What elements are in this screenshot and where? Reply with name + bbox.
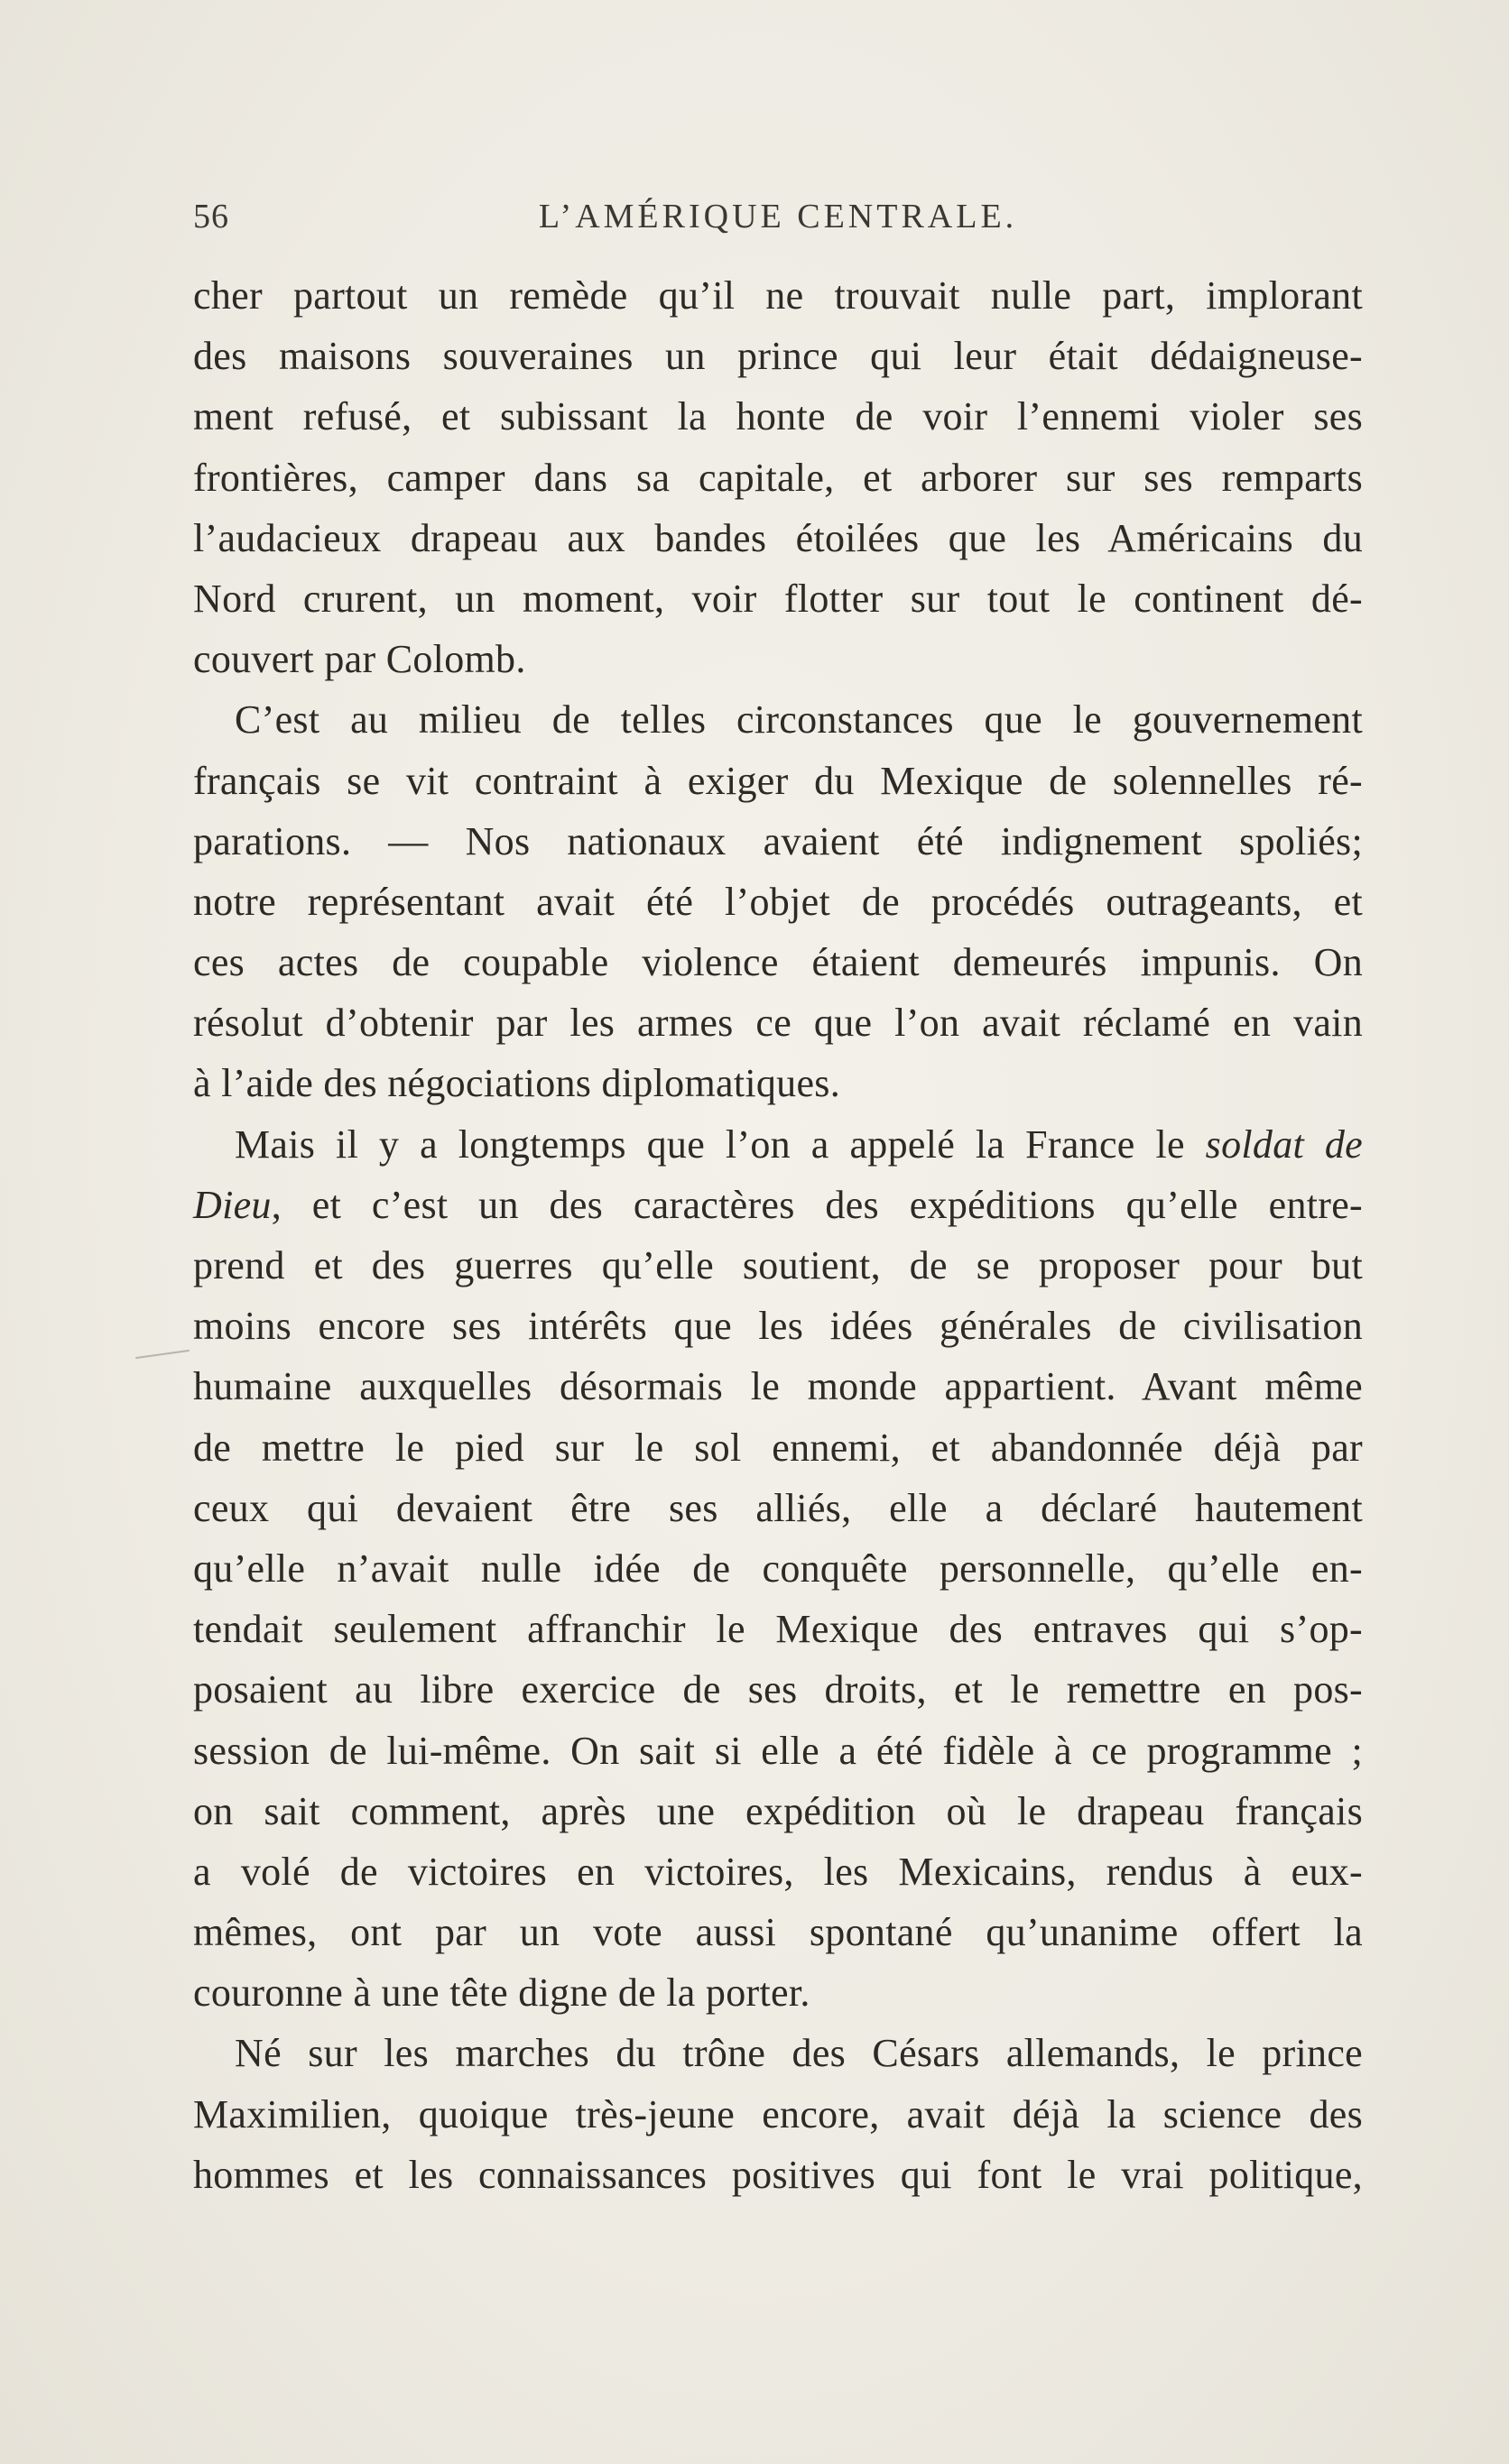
text-line: humaine auxquelles désormais le monde appartient. Avant même: [193, 1364, 1363, 1409]
text-line: prend et des guerres qu’elle soutient, de se proposer pour but: [193, 1243, 1363, 1287]
text-line: couvert par Colomb.: [193, 637, 526, 682]
paragraph: [193, 689, 1363, 1113]
text-line: français se vit contraint à exiger du Mexique de solennelles ré-: [193, 758, 1363, 803]
text-line: ment refusé, et subissant la honte de voir l’ennemi violer ses: [193, 394, 1363, 439]
paragraph: [193, 2023, 1363, 2205]
text-line: qu’elle n’avait nulle idée de conquête personnelle, qu’elle en-: [193, 1546, 1363, 1591]
text-line: ceux qui devaient être ses alliés, elle a déclaré hautement: [193, 1485, 1363, 1530]
emphasis: soldat de: [1205, 1121, 1363, 1167]
text-line: Nord crurent, un moment, voir flotter sur tout le continent dé-: [193, 576, 1363, 621]
text-line: frontières, camper dans sa capitale, et arborer sur ses remparts: [193, 455, 1363, 500]
text-line: hommes et les connaissances positives qui font le vrai politique,: [193, 2152, 1363, 2197]
body-text: [193, 265, 1363, 2205]
text-line: des maisons souveraines un prince qui leur était dédaigneuse-: [193, 334, 1363, 379]
running-title: L’AMÉRIQUE CENTRALE.: [538, 198, 1018, 235]
text-line: Mais il y a longtemps que l’on a appelé la France le soldat de: [235, 1121, 1363, 1167]
text-line: de mettre le pied sur le sol ennemi, et abandonnée déjà par: [193, 1425, 1363, 1470]
text-line: C’est au milieu de telles circonstances que le gouvernement: [235, 697, 1363, 743]
text-line: tendait seulement affranchir le Mexique des entraves qui s’op-: [193, 1607, 1363, 1652]
text-line: Né sur les marches du trône des Césars allemands, le prince: [235, 2031, 1363, 2076]
text-line: résolut d’obtenir par les armes ce que l’on avait réclamé en vain: [193, 1001, 1363, 1046]
paragraph: [193, 1114, 1363, 2024]
text-line: Maximilien, quoique très-jeune encore, avait déjà la science des: [193, 2091, 1363, 2136]
margin-mark: [135, 1350, 190, 1359]
text-line: moins encore ses intérêts que les idées générales de civilisation: [193, 1304, 1363, 1349]
page-number: 56: [193, 198, 229, 235]
text-line: couronne à une tête digne de la porter.: [193, 1970, 810, 2016]
text-line: Dieu, et c’est un des caractères des expéditions qu’elle entre-: [193, 1182, 1363, 1227]
text-line: posaient au libre exercice de ses droits, et le remettre en pos-: [193, 1667, 1363, 1712]
emphasis: Dieu: [193, 1182, 272, 1227]
running-head: [193, 197, 1363, 242]
text-line: cher partout un remède qu’il ne trouvait nulle part, implorant: [193, 273, 1363, 318]
text-line: parations. — Nos nationaux avaient été indignement spoliés;: [193, 818, 1363, 863]
text-line: a volé de victoires en victoires, les Mexicains, rendus à eux-: [193, 1849, 1363, 1894]
text-line: notre représentant avait été l’objet de procédés outrageants, et: [193, 879, 1363, 924]
text-line: on sait comment, après une expédition où le drapeau français: [193, 1788, 1363, 1833]
paragraph: [193, 265, 1363, 689]
text-line: à l’aide des négociations diplomatiques.: [193, 1061, 841, 1106]
text-line: ces actes de coupable violence étaient demeurés impunis. On: [193, 940, 1363, 985]
text-line: mêmes, ont par un vote aussi spontané qu’unanime offert la: [193, 1910, 1363, 1955]
text-line: session de lui-même. On sait si elle a été fidèle à ce programme ;: [193, 1728, 1363, 1773]
text-line: l’audacieux drapeau aux bandes étoilées que les Américains du: [193, 515, 1363, 560]
